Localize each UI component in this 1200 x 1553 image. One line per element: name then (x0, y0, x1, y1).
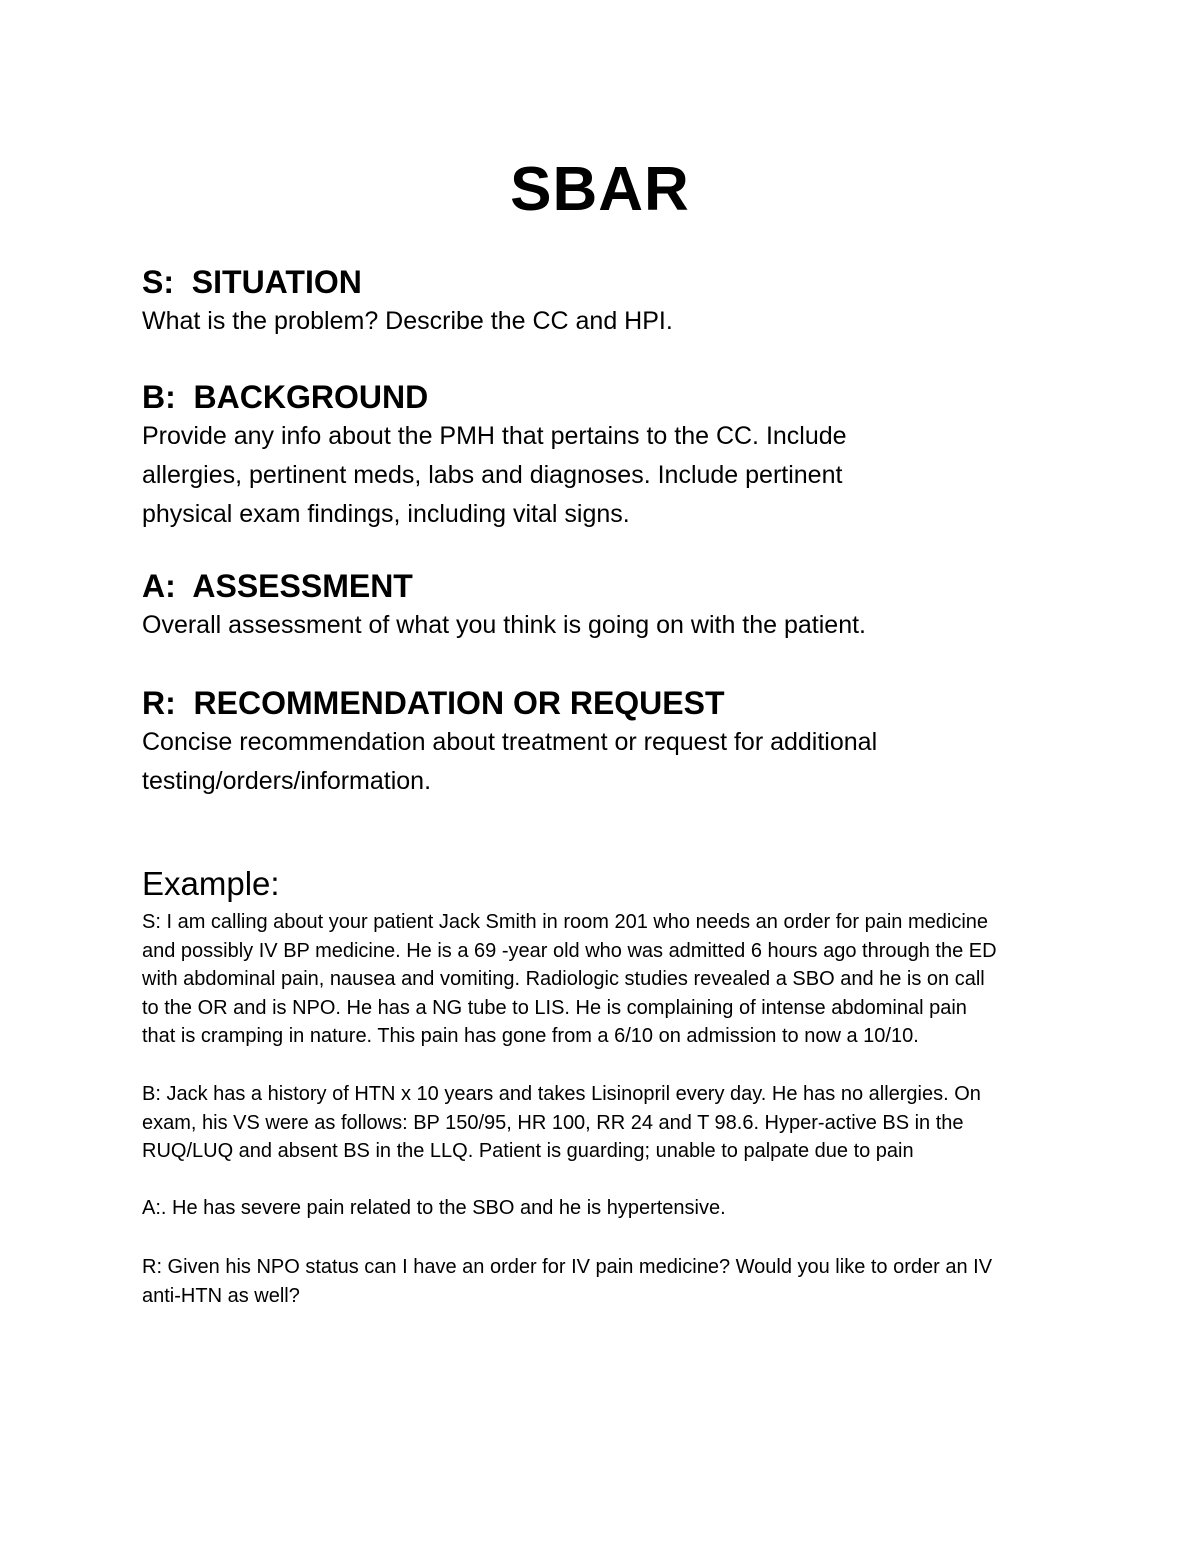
section-heading-background: B: BACKGROUND (142, 379, 429, 415)
example-heading: Example: (142, 865, 280, 902)
example-paragraph-background: B: Jack has a history of HTN x 10 years and takes Lisinopril every day. He has no allergies. On exam, his VS were as follows: BP 150/95, HR 100, RR 24 and T 98.6. Hyper-active BS in the RUQ/LUQ and absent BS in the LLQ. Patient is guarding; unable to palpate due to pain (142, 1083, 981, 1162)
document-title: SBAR (510, 155, 690, 224)
section-body-assessment: Overall assessment of what you think is going on with the patient. (142, 611, 866, 639)
example-paragraph-recommendation: R: Given his NPO status can I have an order for IV pain medicine? Would you like to order an IV anti-HTN as well? (142, 1256, 993, 1307)
section-assessment (142, 566, 1042, 645)
section-background (142, 377, 1042, 534)
section-heading-recommendation: R: RECOMMENDATION OR REQUEST (142, 685, 725, 721)
section-body-situation: What is the problem? Describe the CC and HPI. (142, 307, 673, 335)
section-recommendation (142, 683, 1042, 801)
section-body-background: Provide any info about the PMH that pertains to the CC. Include allergies, pertinent meds, labs and diagnoses. Include pertinent physical exam findings, including vital signs. (142, 422, 847, 528)
section-situation (142, 262, 1042, 341)
section-body-recommendation: Concise recommendation about treatment or request for additional testing/orders/information. (142, 728, 878, 795)
section-heading-assessment: A: ASSESSMENT (142, 568, 413, 604)
example-paragraph-situation: S: I am calling about your patient Jack Smith in room 201 who needs an order for pain medicine and possibly IV BP medicine. He is a 69 -year old who was admitted 6 hours ago through the ED with abdominal pain, nausea and vomiting. Radiologic studies revealed a SBO and he is on call to the OR and is NPO. He has a NG tube to LIS. He is complaining of intense abdominal pain that is cramping in nature. This pain has gone from a 6/10 on admission to now a 10/10. (142, 911, 997, 1047)
example-paragraph-assessment: A:. He has severe pain related to the SBO and he is hypertensive. (142, 1197, 726, 1219)
section-heading-situation: S: SITUATION (142, 264, 362, 300)
